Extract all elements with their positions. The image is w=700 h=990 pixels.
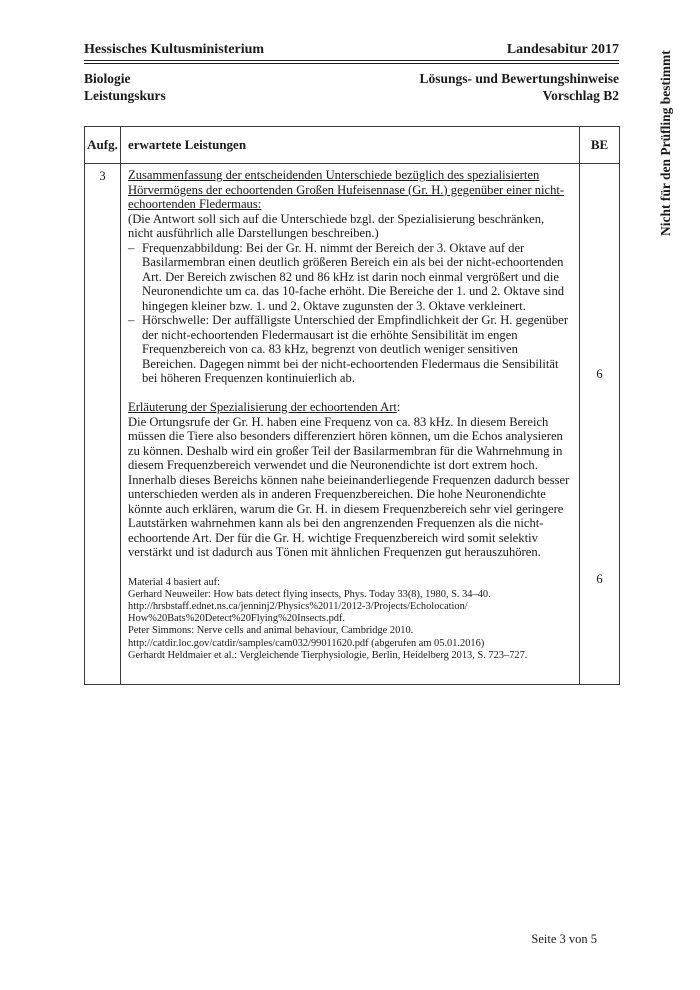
points-cell (580, 164, 620, 685)
section2-heading-colon: : (396, 400, 401, 414)
list-item (128, 313, 572, 386)
dash-bullet: – (128, 240, 135, 255)
table-row (85, 164, 620, 685)
header-right-block (419, 70, 619, 104)
section1-note: (Die Antwort soll sich auf die Unterschiede bzgl. der Spezialisierung beschränken, nicht ausführlich alle Darstellungen beschreiben.) (128, 211, 545, 240)
sources-block (128, 577, 572, 662)
source-line: How%20Bats%20Detect%20Flying%20Insects.pdf. (128, 613, 346, 625)
proposal-label: Vorschlag B2 (542, 88, 619, 103)
course-label: Leistungskurs (84, 88, 166, 103)
subject-label: Biologie (84, 71, 131, 86)
side-note-vertical: Nicht für den Prüfling bestimmt (658, 50, 673, 236)
dash-bullet: – (128, 313, 135, 327)
points-value-section2: 6 (596, 572, 603, 586)
ministry-name: Hessisches Kultusministerium (84, 42, 265, 57)
list-item (128, 241, 572, 314)
expected-performance-cell (121, 164, 580, 685)
table-header-row (85, 127, 620, 164)
column-header-task: Aufg. (85, 127, 121, 164)
header-row-top (84, 42, 619, 57)
list-item-text: Hörschwelle: Der auffälligste Unterschied der Empfindlichkeit der Gr. H. gegenüber der nicht-echoortenden Fledermausart ist die erhöhte Sensibilität im engen Frequenzbereich von ca. 83 kHz, begrenzt von deutlich weniger sensitiven Bereichen. Dagegen nimmt bei der nicht-echoortenden Fledermaus die Sensibilität bei höheren Frequenzen kontinuierlich ab. (142, 313, 569, 385)
source-line: http://hrsbstaff.ednet.ns.ca/jenninj2/Physics%2011/2012-3/Projects/Echolocation/ (128, 600, 468, 612)
document-type-label: Lösungs- und Bewertungshinweise (419, 71, 619, 86)
list-item-text: Frequenzabbildung: Bei der Gr. H. nimmt der Bereich der 3. Oktave auf der Basilarmembran einen deutlich größeren Bereich ein als bei der nicht-echoortenden Art. Der Bereich zwischen 82 und 86 kHz ist darin noch einmal vergrößert und die Neuronendichte um ca. das 10-fache erhöht. Die Bereiche der 1. und 2. Oktave sind hingegen kleiner bzw. 1. und 2. Oktave zugunsten der 3. Oktave verkleinert. (142, 240, 565, 313)
header-row-sub (84, 70, 619, 104)
header-divider (84, 60, 619, 64)
column-header-points: BE (580, 127, 620, 164)
section2-heading-line (128, 400, 572, 415)
section1-heading: Zusammenfassung der entscheidenden Unterschiede bezüglich des spezialisierten Hörvermögens der echoortenden Großen Hufeisennase (Gr. H.) gegenüber einer nicht-echoortenden Fledermaus: (128, 168, 565, 211)
expected-performance-table (84, 126, 620, 685)
task-number: 3 (85, 164, 121, 685)
section2-heading: Erläuterung der Spezialisierung der echoortenden Art (128, 400, 397, 414)
column-header-expected-performance: erwartete Leistungen (121, 127, 580, 164)
page-number: Seite 3 von 5 (531, 932, 597, 946)
sources-intro: Material 4 basiert auf: (128, 576, 221, 588)
exam-title: Landesabitur 2017 (506, 42, 619, 57)
source-line: Peter Simmons: Nerve cells and animal behaviour, Cambridge 2010. (128, 625, 414, 637)
section2-body: Die Ortungsrufe der Gr. H. haben eine Frequenz von ca. 83 kHz. In diesem Bereich müssen die Tiere also besonders differenziert hören können, um die Echos analysieren zu können. Deshalb wird ein großer Teil der Basilarmembran für die Wahrnehmung in diesem Frequenzbereich verwendet und die Neuronendichte ist dort extrem hoch. Innerhalb dieses Bereichs können nahe beieinanderliegende Frequenzen dadurch besser unterschieden werden als in anderen Frequenzbereichen. Die hohe Neuronendichte könnte auch erklären, warum die Gr. H. in diesem Frequenzbereich sehr viel geringere Lautstärken wahrnehmen kann als bei den angrenzenden Frequenzen als die nicht-echoortende Art. Der für die Gr. H. wichtige Frequenzbereich wird somit selektiv verstärkt und ist dadurch aus Tönen mit ähnlichen Frequenzen gut herauszuhören. (128, 414, 570, 559)
header-left-block (84, 70, 166, 104)
source-line: Gerhardt Heldmaier et al.: Vergleichende Tierphysiologie, Berlin, Heidelberg 2013, S. 723–727. (128, 649, 528, 661)
page-content (84, 42, 619, 685)
points-value-section1: 6 (596, 367, 603, 381)
source-line: Gerhard Neuweiler: How bats detect flying insects, Phys. Today 33(8), 1980, S. 34–40. (128, 588, 491, 600)
source-line: http://catdir.loc.gov/catdir/samples/cam032/99011620.pdf (abgerufen am 05.01.2016) (128, 637, 485, 649)
